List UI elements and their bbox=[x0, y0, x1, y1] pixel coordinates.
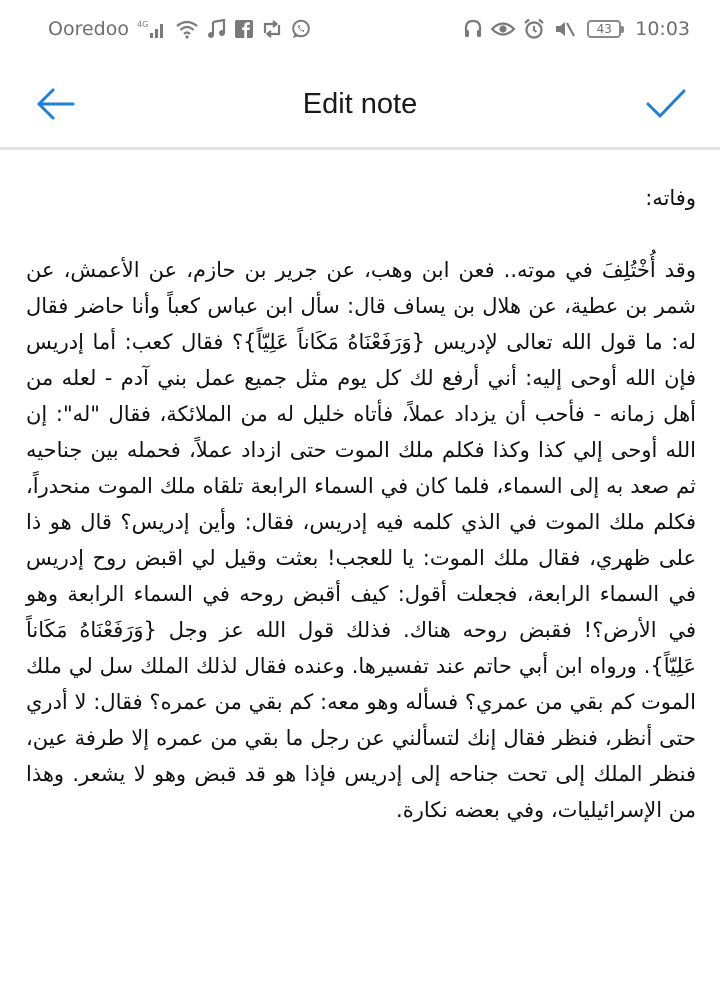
battery-indicator: 43 bbox=[587, 20, 621, 38]
eye-icon bbox=[491, 19, 515, 39]
signal-icon bbox=[137, 19, 167, 39]
status-bar-left bbox=[48, 18, 311, 40]
note-heading: وفاته: bbox=[645, 186, 696, 210]
whatsapp-icon bbox=[291, 19, 311, 39]
status-bar-right bbox=[463, 18, 690, 40]
status-time: 10:03 bbox=[635, 18, 690, 40]
status-bar bbox=[0, 0, 720, 58]
mute-icon bbox=[553, 19, 575, 39]
headset-icon bbox=[463, 19, 483, 39]
wifi-icon bbox=[175, 19, 199, 39]
app-bar bbox=[0, 58, 720, 150]
facebook-icon bbox=[235, 20, 253, 38]
note-text: وقد أُخْتُلِفَ في موته.. فعن ابن وهب، عن جرير بن حازم، عن الأعمش، عن شمر بن عطية، عن هلال بن يساف قال: سأل ابن عباس كعباً وأنا حاضر فقال له: ما قول الله تعالى لإدريس {وَرَفَعْنَاهُ مَكَاناً عَلِيّاً}؟ فقال كعب: أما إدريس فإن الله أوحى إليه: أني أرفع لك كل يوم مثل جميع عمل بني آدم - لعله من أهل زمانه - فأحب أن يزداد عملاً، فأتاه خليل له من الملائكة، فقال "له": إن الله أوحى إلي كذا وكذا فكلم ملك الموت حتى ازداد عملاً، فحمله بين جناحيه ثم صعد به إلى السماء، فلما كان في السماء الرابعة تلقاه ملك الموت منحدراً، فكلم ملك الموت في الذي كلمه فيه إدريس، فقال: وأين إدريس؟ قال هو ذا على ظهري، فقال ملك الموت: يا للعجب! بعثت وقيل لي اقبض روح إدريس في السماء الرابعة، فجعلت أقول: كيف أقبض روحه في السماء الرابعة وهو في الأرض؟! فقبض روحه هناك. فذلك قول الله عز وجل {وَرَفَعْنَاهُ مَكَاناً عَلِيّاً}. ورواه ابن أبي حاتم عند تفسيرها. وعنده فقال لذلك الملك سل لي ملك الموت كم بقي من عمري؟ فسأله وهو معه: كم بقي من عمره؟ فقال: لا أدري حتى أنظر، فنظر فقال إنك لتسألني عن رجل ما بقي من عمره إلا طرفة عين، فنظر الملك إلى تحت جناحه إلى إدريس فإذا هو قد قبض وهو لا يشعر. وهذا من الإسرائيليات، وفي بعضه نكارة. bbox=[26, 258, 696, 822]
music-note-icon bbox=[207, 19, 227, 39]
carrier-name: Ooredoo bbox=[48, 18, 129, 40]
page-title: Edit note bbox=[302, 88, 418, 120]
alarm-icon bbox=[523, 18, 545, 40]
retweet-icon bbox=[261, 19, 283, 39]
save-button[interactable] bbox=[642, 86, 690, 126]
note-editor[interactable] bbox=[26, 180, 696, 828]
network-type: 4G bbox=[136, 20, 149, 29]
checkmark-icon bbox=[645, 88, 687, 124]
